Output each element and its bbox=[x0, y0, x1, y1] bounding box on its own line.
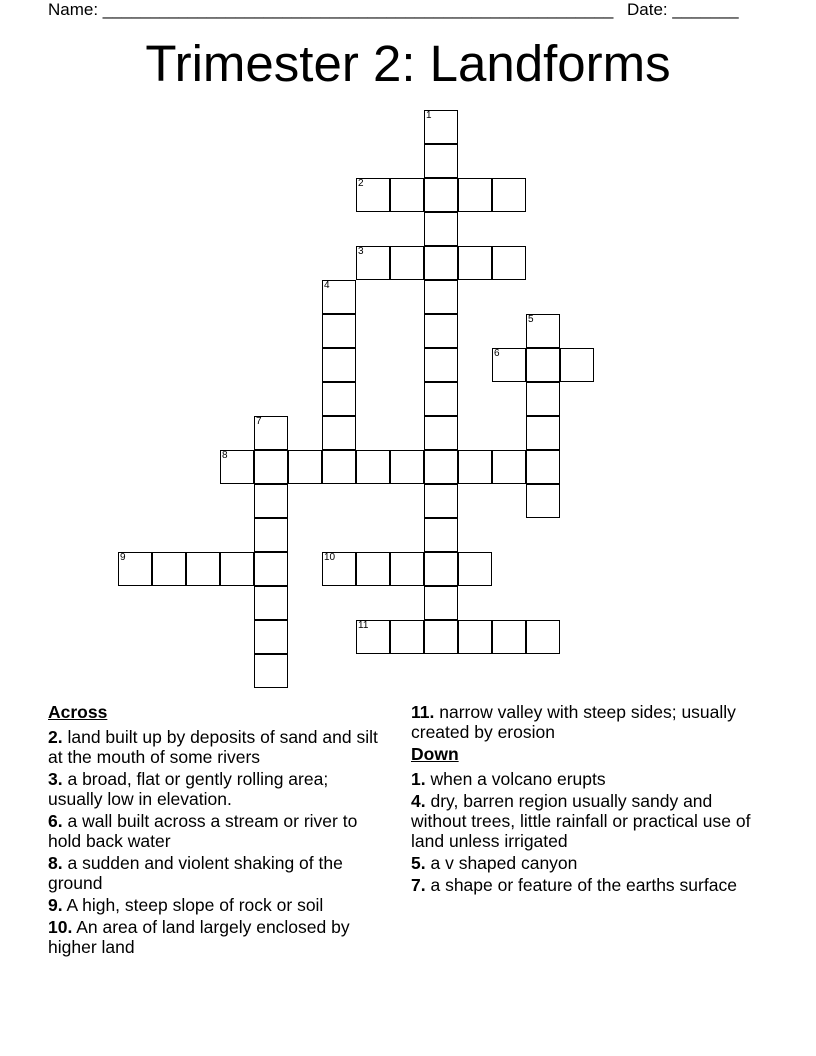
grid-cell[interactable] bbox=[356, 178, 390, 212]
grid-cell[interactable] bbox=[390, 620, 424, 654]
grid-cell[interactable] bbox=[356, 246, 390, 280]
date-field[interactable]: Date: _______ bbox=[627, 0, 739, 19]
grid-cell[interactable] bbox=[424, 348, 458, 382]
clue-across-2: 2. land built up by deposits of sand and silt at the mouth of some rivers bbox=[48, 727, 378, 767]
grid-cell[interactable] bbox=[322, 382, 356, 416]
clue-number: 8 bbox=[222, 450, 228, 461]
grid-cell[interactable] bbox=[424, 484, 458, 518]
grid-cell[interactable] bbox=[424, 620, 458, 654]
grid-cell[interactable] bbox=[526, 620, 560, 654]
grid-cell[interactable] bbox=[390, 178, 424, 212]
grid-cell[interactable] bbox=[322, 314, 356, 348]
clue-across-3: 3. a broad, flat or gently rolling area; usually low in elevation. bbox=[48, 769, 329, 809]
grid-cell[interactable] bbox=[526, 484, 560, 518]
clue-number: 10 bbox=[324, 552, 336, 563]
grid-cell[interactable] bbox=[322, 450, 356, 484]
grid-cell[interactable] bbox=[254, 654, 288, 688]
grid-cell[interactable] bbox=[390, 552, 424, 586]
grid-cell[interactable] bbox=[492, 246, 526, 280]
grid-cell[interactable] bbox=[424, 144, 458, 178]
grid-cell[interactable] bbox=[492, 178, 526, 212]
clues-column-left bbox=[48, 702, 383, 959]
clue-number: 7 bbox=[256, 416, 262, 427]
clue-across-9: 9. A high, steep slope of rock or soil bbox=[48, 895, 324, 915]
clue-across-8: 8. a sudden and violent shaking of the ground bbox=[48, 853, 343, 893]
grid-cell[interactable] bbox=[254, 484, 288, 518]
grid-cell[interactable] bbox=[322, 280, 356, 314]
grid-cell[interactable] bbox=[220, 450, 254, 484]
clue-number: 2 bbox=[358, 178, 364, 189]
grid-cell[interactable] bbox=[356, 450, 390, 484]
grid-cell[interactable] bbox=[424, 314, 458, 348]
clue-across-11: 11. narrow valley with steep sides; usually created by erosion bbox=[411, 702, 736, 742]
grid-cell[interactable] bbox=[560, 348, 594, 382]
clue-across-6: 6. a wall built across a stream or river to hold back water bbox=[48, 811, 358, 851]
grid-cell[interactable] bbox=[254, 552, 288, 586]
grid-cell[interactable] bbox=[492, 348, 526, 382]
grid-cell[interactable] bbox=[526, 348, 560, 382]
grid-cell[interactable] bbox=[322, 416, 356, 450]
grid-cell[interactable] bbox=[254, 416, 288, 450]
grid-cell[interactable] bbox=[424, 246, 458, 280]
grid-cell[interactable] bbox=[390, 450, 424, 484]
grid-cell[interactable] bbox=[424, 450, 458, 484]
clue-number: 1 bbox=[426, 110, 432, 121]
grid-cell[interactable] bbox=[424, 552, 458, 586]
grid-cell[interactable] bbox=[526, 416, 560, 450]
grid-cell[interactable] bbox=[288, 450, 322, 484]
grid-cell[interactable] bbox=[254, 586, 288, 620]
across-heading: Across bbox=[48, 702, 108, 722]
clue-number: 5 bbox=[528, 314, 534, 325]
grid-cell[interactable] bbox=[424, 382, 458, 416]
clue-number: 11 bbox=[358, 620, 369, 631]
clue-number: 6 bbox=[494, 348, 500, 359]
grid-cell[interactable] bbox=[118, 552, 152, 586]
grid-cell[interactable] bbox=[322, 348, 356, 382]
grid-cell[interactable] bbox=[526, 314, 560, 348]
grid-cell[interactable] bbox=[322, 552, 356, 586]
clue-number: 4 bbox=[324, 280, 330, 291]
grid-cell[interactable] bbox=[424, 212, 458, 246]
grid-cell[interactable] bbox=[254, 518, 288, 552]
grid-cell[interactable] bbox=[152, 552, 186, 586]
clues-column-right bbox=[411, 702, 751, 897]
clue-down-5: 5. a v shaped canyon bbox=[411, 853, 578, 873]
grid-cell[interactable] bbox=[458, 246, 492, 280]
grid-cell[interactable] bbox=[424, 416, 458, 450]
grid-cell[interactable] bbox=[424, 280, 458, 314]
grid-cell[interactable] bbox=[458, 450, 492, 484]
name-field[interactable]: Name: ______________________________________________________ bbox=[48, 0, 614, 19]
grid-cell[interactable] bbox=[492, 620, 526, 654]
grid-cell[interactable] bbox=[458, 552, 492, 586]
clue-down-7: 7. a shape or feature of the earths surface bbox=[411, 875, 737, 895]
grid-cell[interactable] bbox=[186, 552, 220, 586]
grid-cell[interactable] bbox=[424, 178, 458, 212]
grid-cell[interactable] bbox=[390, 246, 424, 280]
grid-cell[interactable] bbox=[526, 450, 560, 484]
grid-cell[interactable] bbox=[220, 552, 254, 586]
clue-number: 3 bbox=[358, 246, 364, 257]
grid-cell[interactable] bbox=[424, 110, 458, 144]
grid-cell[interactable] bbox=[254, 450, 288, 484]
clue-across-10: 10. An area of land largely enclosed by higher land bbox=[48, 917, 350, 957]
grid-cell[interactable] bbox=[356, 620, 390, 654]
clue-number: 9 bbox=[120, 552, 126, 563]
page-title: Trimester 2: Landforms bbox=[145, 35, 671, 92]
clue-down-1: 1. when a volcano erupts bbox=[411, 769, 606, 789]
clue-down-4: 4. dry, barren region usually sandy and without trees, little rainfall or practical use of land unless irrigated bbox=[411, 791, 751, 851]
grid-cell[interactable] bbox=[424, 518, 458, 552]
grid-cell[interactable] bbox=[458, 178, 492, 212]
down-heading: Down bbox=[411, 744, 459, 764]
grid-cell[interactable] bbox=[254, 620, 288, 654]
grid-cell[interactable] bbox=[492, 450, 526, 484]
grid-cell[interactable] bbox=[526, 382, 560, 416]
grid-cell[interactable] bbox=[356, 552, 390, 586]
grid-cell[interactable] bbox=[424, 586, 458, 620]
grid-cell[interactable] bbox=[458, 620, 492, 654]
